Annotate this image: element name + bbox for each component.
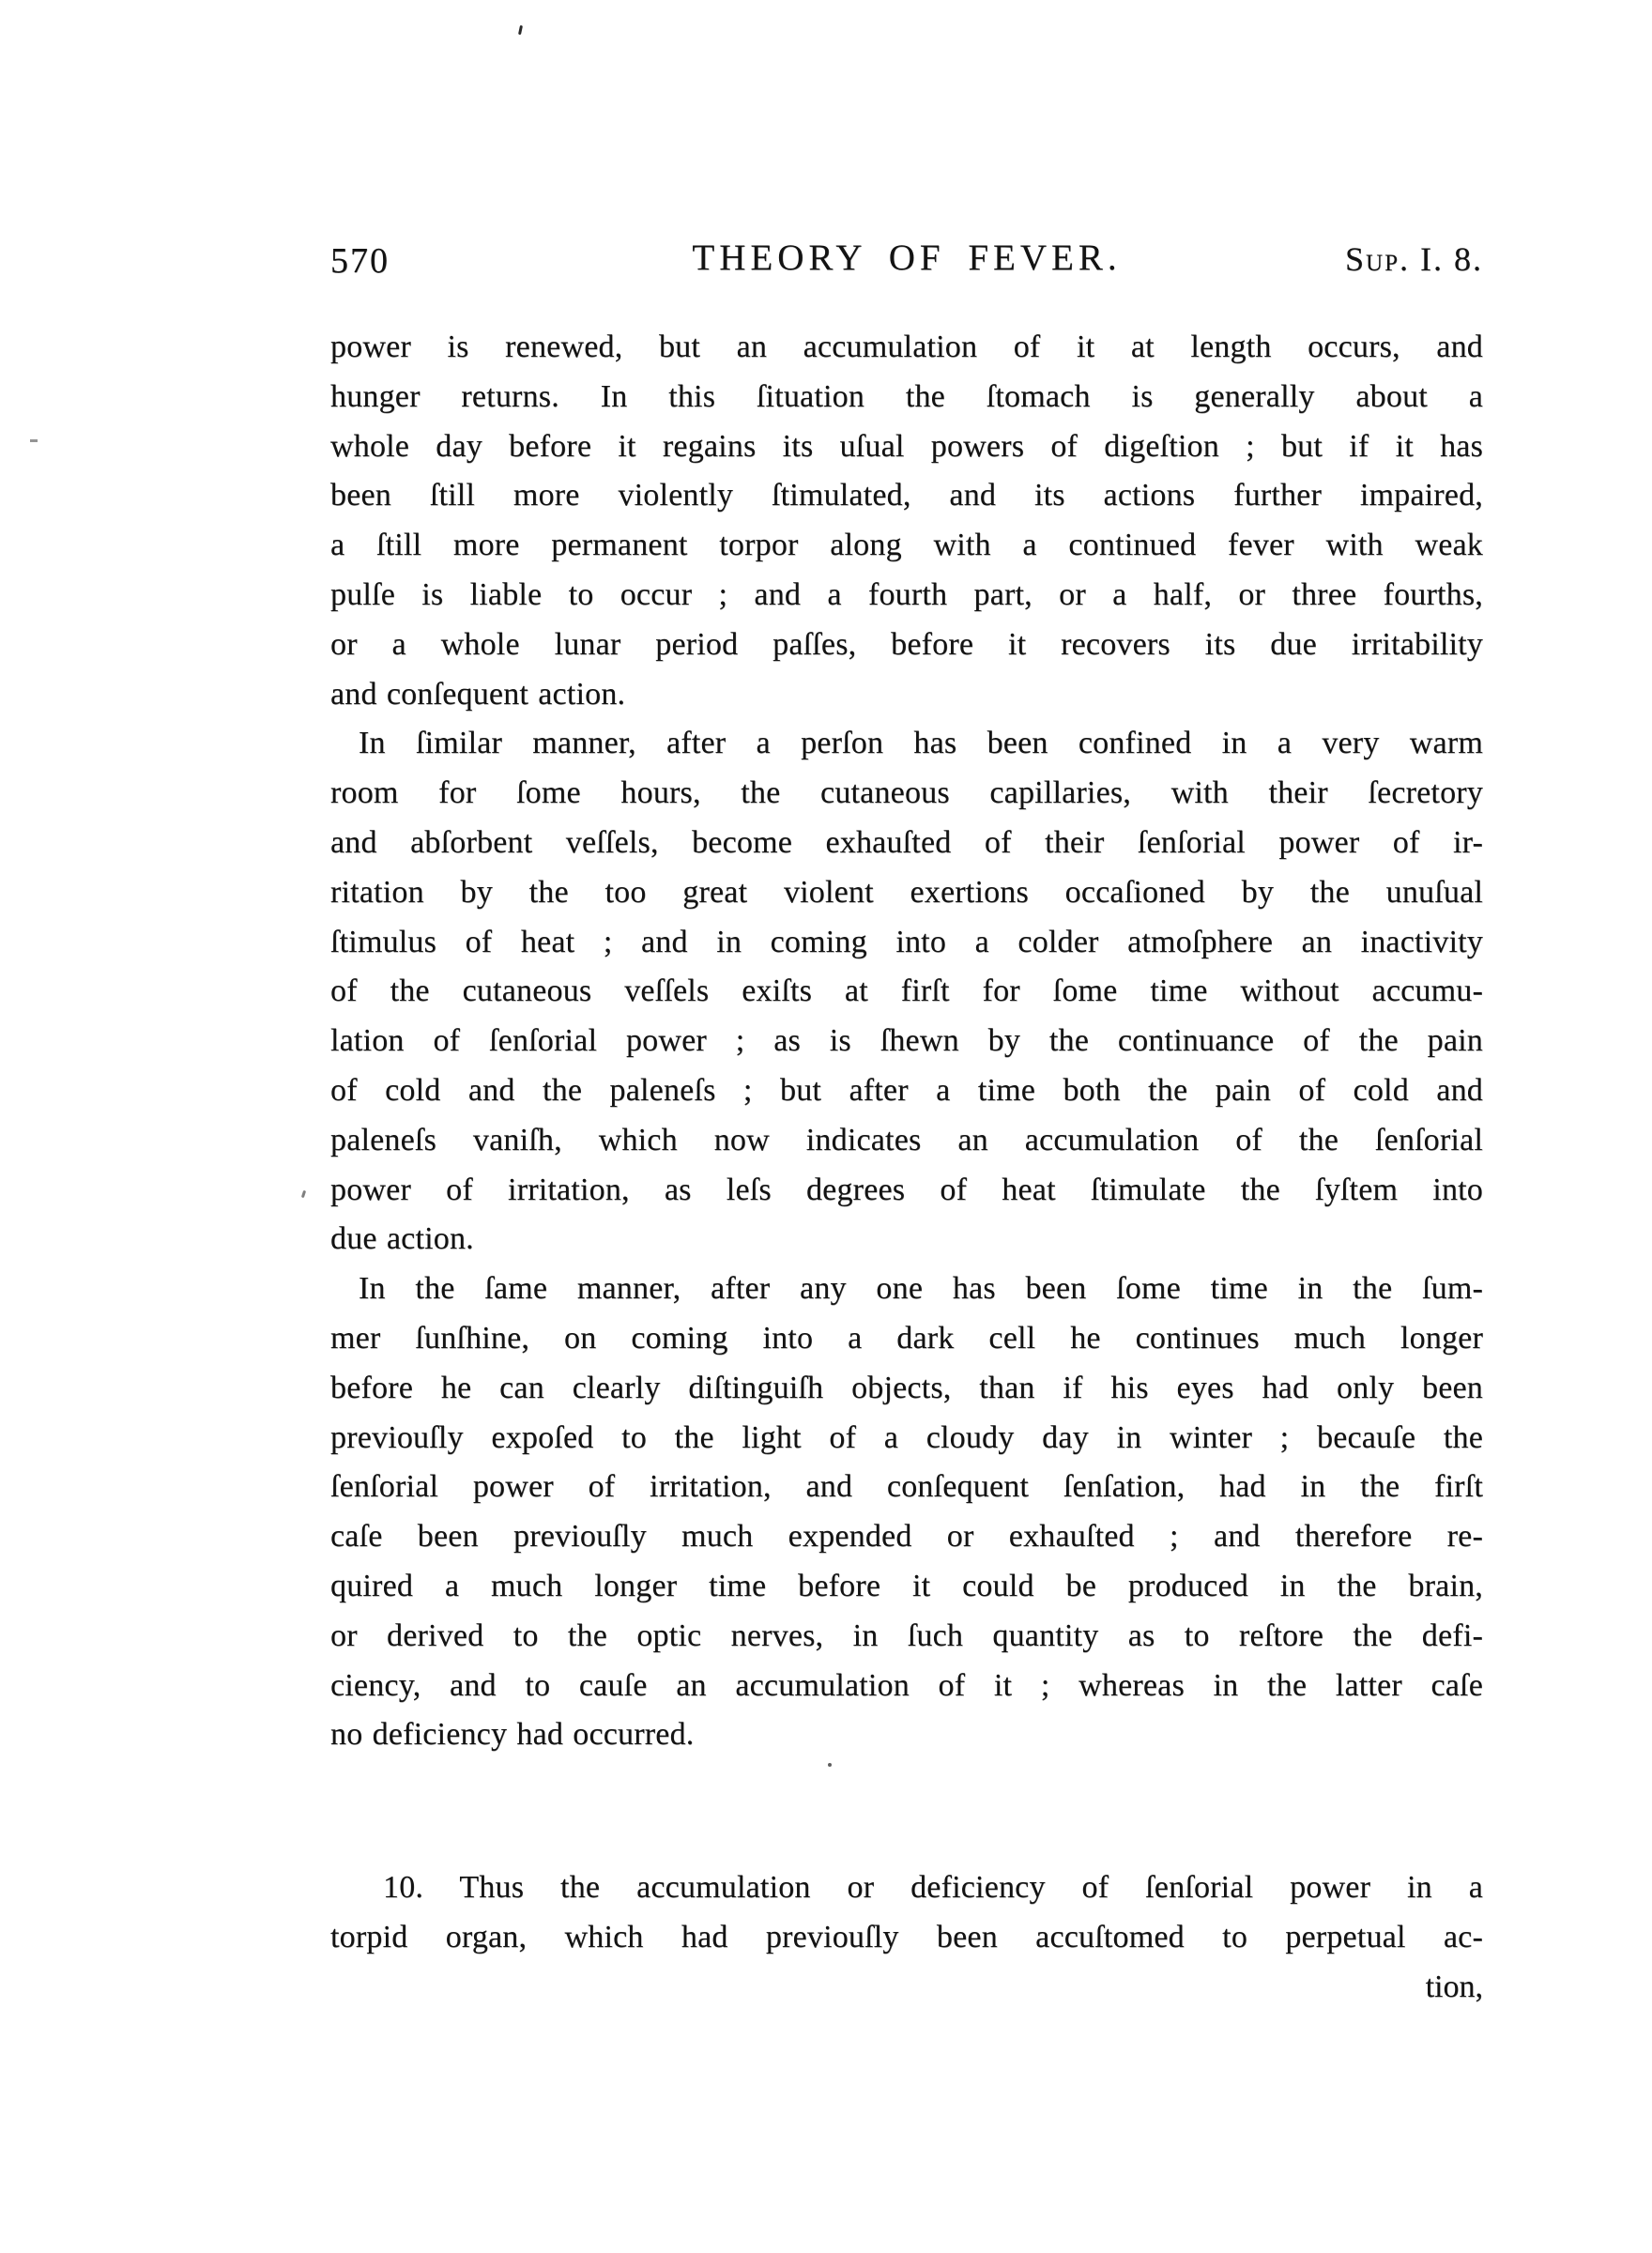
page-number: 570 [330,241,390,281]
text-line: no deficiency had occurred. [330,1717,695,1753]
text-line: ſenſorial power of irritation, and conſequent ſenſation, had in the firſt [330,1469,1483,1505]
text-line: caſe been previouſly much expended or exhauſted ; and therefore re- [330,1519,1483,1555]
text-line: lation of ſenſorial power ; as is ſhewn by the continuance of the pain [330,1023,1483,1059]
text-line: whole day before it regains its uſual powers of digeſtion ; but if it has [330,428,1483,464]
text-line: previouſly expoſed to the light of a cloudy day in winter ; becauſe the [330,1419,1483,1455]
text-line: a ſtill more permanent torpor along with a continued fever with weak [330,528,1483,563]
text-line: In ſimilar manner, after a perſon has been confined in a very warm [359,726,1483,761]
paragraph [330,1863,1483,1963]
text-line: ritation by the too great violent exertions occaſioned by the unuſual [330,874,1483,910]
text-line: ſtimulus of heat ; and in coming into a colder atmoſphere an inactivity [330,924,1483,959]
section-reference: Sup. I. 8. [1345,240,1483,278]
text-line: before he can clearly diſtinguiſh objects, than if his eyes had only been [330,1370,1483,1405]
paragraph [330,1264,1483,1760]
text-line: room for ſome hours, the cutaneous capillaries, with their ſecretory [330,775,1483,811]
text-line: power is renewed, but an accumulation of it at length occurs, and [330,330,1483,364]
text-line: and conſequent action. [330,676,626,712]
scan-speck [30,439,38,442]
paragraph [330,719,1483,1264]
catchword: tion, [1425,1969,1483,2004]
text-line: paleneſs vaniſh, which now indicates an accumulation of the ſenſorial [330,1122,1483,1157]
scan-speck [518,25,523,35]
text-line: In the ſame manner, after any one has been ſome time in the ſum- [359,1271,1483,1307]
text-line: 10. Thus the accumulation or deficiency of ſenſorial power in a [383,1870,1483,1906]
text-line: torpid organ, which had previouſly been accuſtomed to perpetual ac- [330,1919,1483,1954]
paragraph [330,323,1483,719]
text-line: pulſe is liable to occur ; and a fourth part, or a half, or three fourths, [330,576,1483,612]
page-body [330,323,1483,2013]
running-title: THEORY OF FEVER. [692,238,1122,278]
text-line: due action. [330,1221,474,1257]
scan-speck [301,1190,306,1199]
text-line: ciency, and to cauſe an accumulation of it ; whereas in the latter caſe [330,1667,1483,1703]
text-line: hunger returns. In this ſituation the ſtomach is generally about a [330,378,1483,414]
text-line: or a whole lunar period paſſes, before it recovers its due irritability [330,626,1483,662]
text-line: or derived to the optic nerves, in ſuch quantity as to reſtore the defi- [330,1617,1483,1653]
running-head [330,237,1483,284]
text-line: of the cutaneous veſſels exiſts at firſt for ſome time without accumu- [330,973,1483,1009]
text-line: power of irritation, as leſs degrees of heat ſtimulate the ſyſtem into [330,1172,1483,1207]
text-line: of cold and the paleneſs ; but after a time both the pain of cold and [330,1072,1483,1108]
text-line: mer ſunſhine, on coming into a dark cell he continues much longer [330,1320,1483,1356]
text-line: and abſorbent veſſels, become exhauſted of their ſenſorial power of ir- [330,824,1483,860]
text-line: been ſtill more violently ſtimulated, and its actions further impaired, [330,478,1483,513]
text-line: quired a much longer time before it could be produced in the brain, [330,1568,1483,1603]
